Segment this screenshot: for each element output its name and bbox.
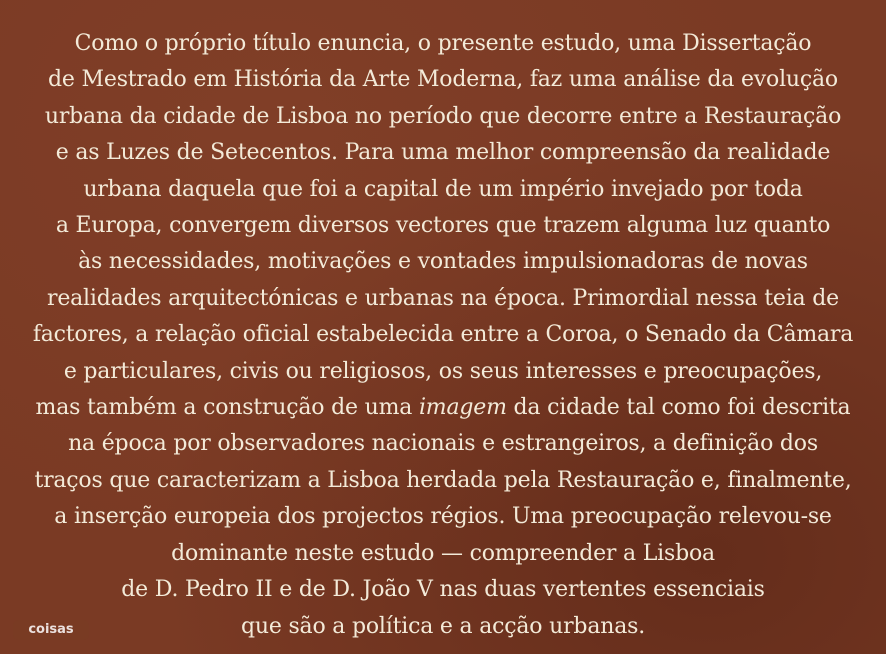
text-segment: e particulares, civis ou religiosos, os seus interesses e preocupações, (63, 358, 823, 384)
text-line (10, 499, 876, 535)
text-line (10, 426, 876, 462)
text-line (10, 463, 876, 499)
text-segment: realidades arquitectónicas e urbanas na época. Primordial nessa teia de (47, 285, 839, 311)
text-line (10, 172, 876, 208)
coisas-watermark: coisas (13, 620, 89, 640)
text-segment: mas também a construção de uma (35, 395, 419, 421)
text-segment: dominante neste estudo — compreender a Lisboa (171, 540, 715, 566)
text-segment: na época por observadores nacionais e estrangeiros, a definição dos (68, 431, 818, 457)
text-line (10, 244, 876, 280)
text-segment: a inserção europeia dos projectos régios. Uma preocupação relevou-se (54, 504, 832, 530)
text-line (10, 317, 876, 353)
italic-emphasis: imagem (418, 395, 507, 421)
text-segment: urbana da cidade de Lisboa no período que decorre entre a Restauração (44, 103, 842, 129)
text-segment: e as Luzes de Setecentos. Para uma melhor compreensão da realidade (55, 140, 831, 166)
text-line (10, 609, 876, 645)
text-segment: traços que caracterizam a Lisboa herdada pela Restauração e, finalmente, (34, 467, 852, 493)
text-line (10, 62, 876, 98)
text-segment: factores, a relação oficial estabelecida entre a Coroa, o Senado da Câmara (32, 322, 854, 348)
text-line (10, 208, 876, 244)
text-line (10, 281, 876, 317)
text-segment: às necessidades, motivações e vontades impulsionadoras de novas (78, 249, 808, 275)
text-line (10, 26, 876, 62)
synopsis-text (10, 26, 876, 645)
text-segment: Como o próprio título enuncia, o presente estudo, uma Dissertação (74, 31, 812, 56)
text-segment: de Mestrado em História da Arte Moderna, faz uma análise da evolução (48, 67, 838, 93)
text-segment: da cidade tal como foi descrita (506, 395, 851, 421)
text-line (10, 572, 876, 608)
text-line (10, 390, 876, 426)
text-segment: a Europa, convergem diversos vectores que trazem alguma luz quanto (55, 213, 831, 239)
text-line (10, 135, 876, 171)
text-line (10, 354, 876, 390)
text-segment: urbana daquela que foi a capital de um império invejado por toda (83, 176, 803, 202)
text-segment: de D. Pedro II e de D. João V nas duas vertentes essenciais (121, 577, 765, 603)
text-line (10, 99, 876, 135)
text-segment: que são a política e a acção urbanas. (240, 613, 645, 639)
text-line (10, 536, 876, 572)
